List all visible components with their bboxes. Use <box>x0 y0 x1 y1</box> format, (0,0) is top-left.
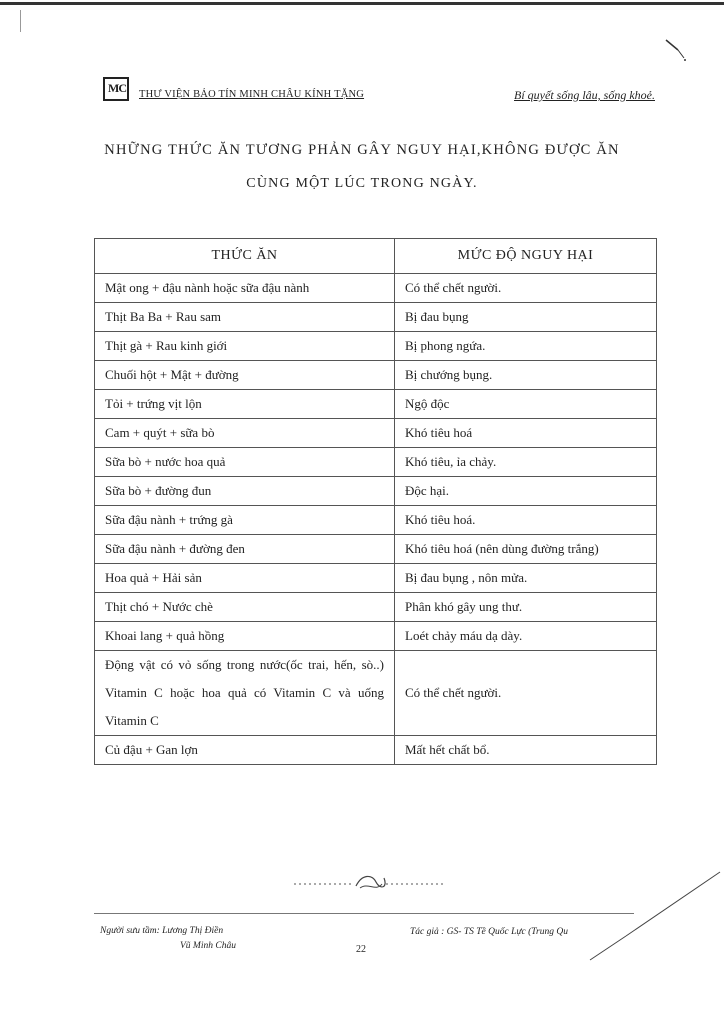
table-row <box>95 506 657 535</box>
table-row <box>95 303 657 332</box>
table-row <box>95 448 657 477</box>
footer-author: Tác giả : GS- TS Tề Quốc Lực (Trung Qu <box>410 927 568 937</box>
table-row <box>95 593 657 622</box>
table-row <box>95 361 657 390</box>
food-cell: Mật ong + đậu nành hoặc sữa đậu nành <box>95 274 395 303</box>
harm-cell: Phân khó gây ung thư. <box>395 593 657 622</box>
table-row <box>95 274 657 303</box>
column-header-food: THỨC ĂN <box>95 239 395 274</box>
harm-cell: Khó tiêu hoá (nên dùng đường trắng) <box>395 535 657 564</box>
harm-cell: Bị chướng bụng. <box>395 361 657 390</box>
food-cell: Củ đậu + Gan lợn <box>95 736 395 765</box>
food-cell: Sữa đậu nành + đường đen <box>95 535 395 564</box>
harm-cell: Khó tiêu hoá <box>395 419 657 448</box>
harm-cell: Bị đau bụng , nôn mửa. <box>395 564 657 593</box>
footer-divider <box>94 913 634 914</box>
footer-collector-2: Vũ Minh Châu <box>180 941 236 951</box>
food-cell: Sữa đậu nành + trứng gà <box>95 506 395 535</box>
document-title-line2: CÙNG MỘT LÚC TRONG NGÀY. <box>246 176 478 191</box>
scan-top-edge <box>0 2 724 5</box>
page-header <box>103 75 655 105</box>
food-cell: Thịt gà + Rau kinh giới <box>95 332 395 361</box>
logo-letters: MC <box>108 81 126 95</box>
harm-cell: Khó tiêu hoá. <box>395 506 657 535</box>
food-cell: Chuối hột + Mật + đường <box>95 361 395 390</box>
harm-cell: Có thể chết người. <box>395 651 657 736</box>
table-row <box>95 332 657 361</box>
food-cell: Cam + quýt + sữa bò <box>95 419 395 448</box>
table-row <box>95 622 657 651</box>
food-cell: Sữa bò + nước hoa quả <box>95 448 395 477</box>
harm-cell: Loét chảy máu dạ dày. <box>395 622 657 651</box>
scan-speck <box>20 10 21 32</box>
harm-cell: Ngộ độc <box>395 390 657 419</box>
header-library-text: THƯ VIỆN BẢO TÍN MINH CHÂU KÍNH TẶNG <box>139 89 365 100</box>
library-logo <box>103 77 129 101</box>
harm-cell: Độc hại. <box>395 477 657 506</box>
table-row <box>95 651 657 736</box>
table-header-row <box>95 239 657 274</box>
harm-cell: Bị đau bụng <box>395 303 657 332</box>
food-combination-table <box>94 238 657 765</box>
footer-collector: Người sưu tầm: Lương Thị Điền <box>100 926 224 936</box>
scan-corner-mark <box>664 38 688 62</box>
column-header-harm: MỨC ĐỘ NGUY HẠI <box>395 239 657 274</box>
table-row <box>95 477 657 506</box>
table-row <box>95 390 657 419</box>
harm-cell: Mất hết chất bổ. <box>395 736 657 765</box>
header-book-title: Bí quyết sống lâu, sống khoẻ. <box>514 88 655 102</box>
scan-edge-line <box>586 870 724 980</box>
harm-cell: Bị phong ngứa. <box>395 332 657 361</box>
food-cell: Khoai lang + quả hồng <box>95 622 395 651</box>
food-cell: Sữa bò + đường đun <box>95 477 395 506</box>
table-row <box>95 535 657 564</box>
table-row <box>95 564 657 593</box>
page-number: 22 <box>356 944 366 955</box>
harm-cell: Khó tiêu, ỉa chảy. <box>395 448 657 477</box>
document-title-line1: NHỮNG THỨC ĂN TƯƠNG PHẢN GÂY NGUY HẠI,KHÔNG ĐƯỢC ĂN <box>104 142 620 158</box>
table-row <box>95 419 657 448</box>
harm-cell: Có thể chết người. <box>395 274 657 303</box>
food-cell: Tỏi + trứng vịt lộn <box>95 390 395 419</box>
food-cell: Động vật có vỏ sống trong nước(ốc trai, hến, sò..) Vitamin C hoặc hoa quả có Vitamin C và uống Vitamin C <box>95 651 395 736</box>
divider-ornament <box>290 868 450 896</box>
food-cell: Thịt Ba Ba + Rau sam <box>95 303 395 332</box>
food-cell: Hoa quả + Hải sản <box>95 564 395 593</box>
table-row <box>95 736 657 765</box>
food-cell: Thịt chó + Nước chè <box>95 593 395 622</box>
